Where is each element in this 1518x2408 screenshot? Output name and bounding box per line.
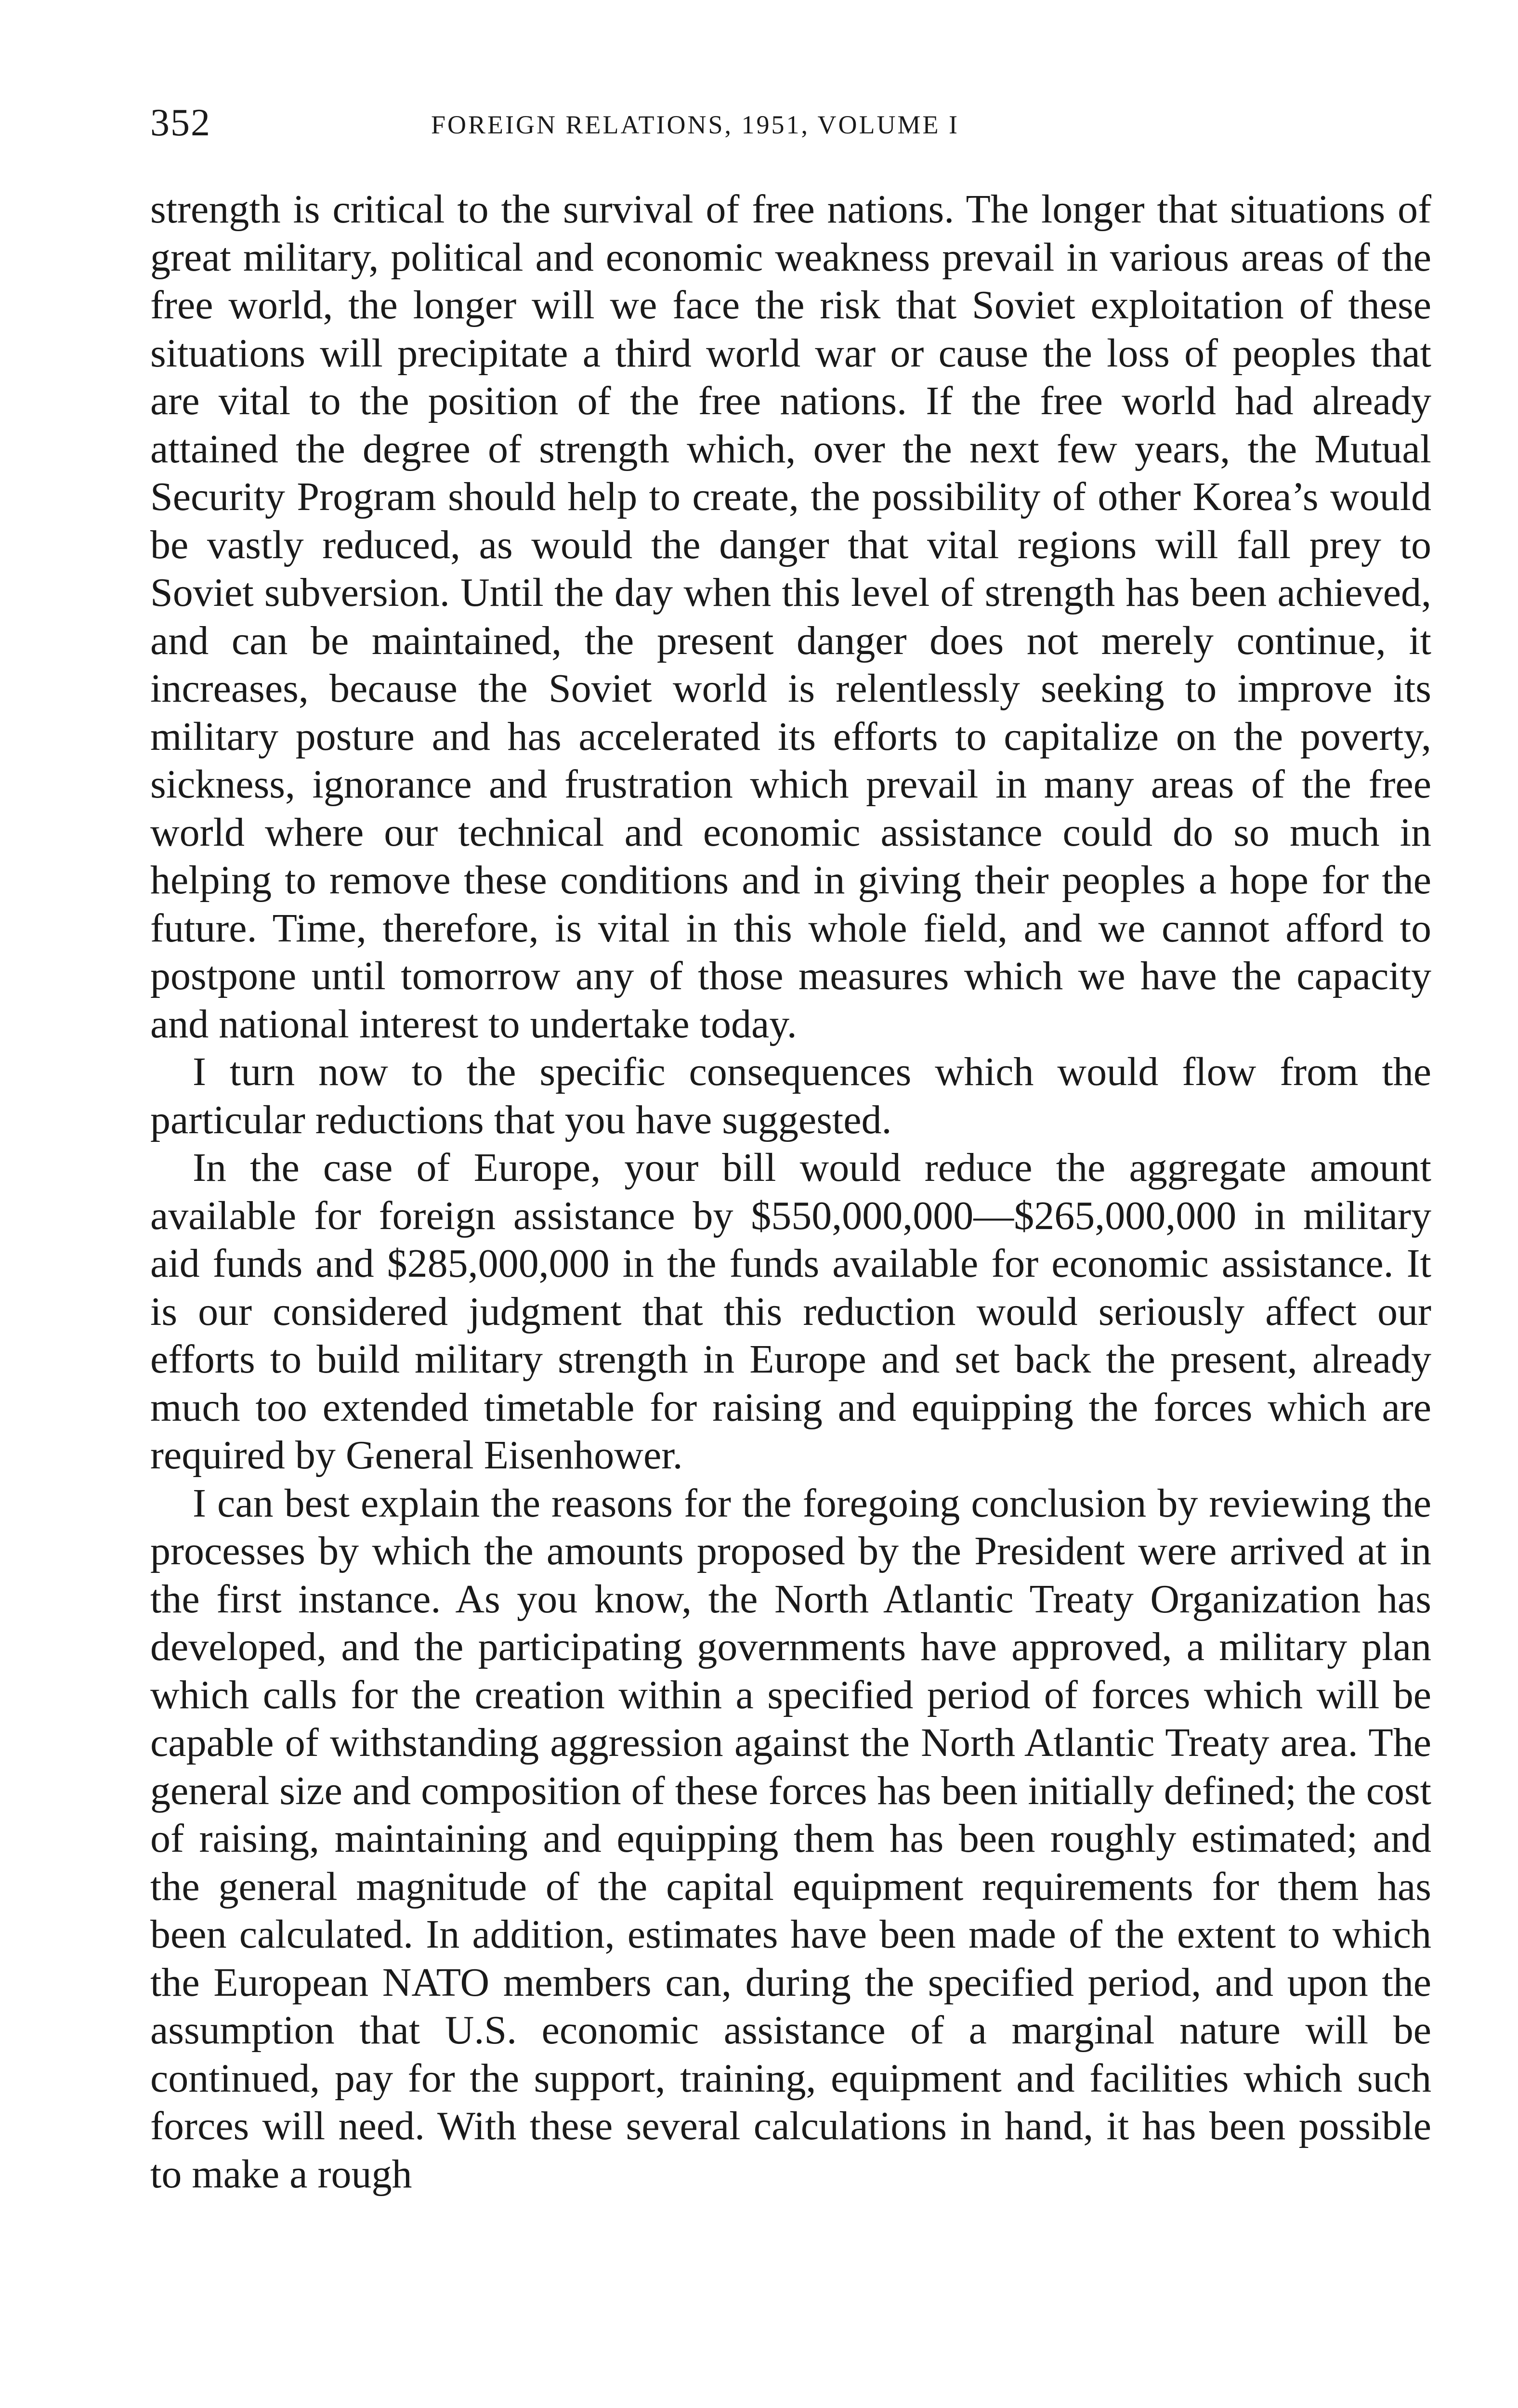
paragraph-europe-reductions: In the case of Europe, your bill would reduce the aggregate amount available for foreign assistance by $550,000,000—$265,000,000 in military aid funds and $285,000,000 in the funds available for economic assistance. It is our considered judgment that this reduction would seriously affect our efforts to build military strength in Europe and set back the present, already much too extended timetable for raising and equipping the forces which are required by General Eisenhower. xyxy=(150,1145,1431,1478)
running-head: FOREIGN RELATIONS, 1951, VOLUME I xyxy=(431,110,959,139)
paragraph-continuation: strength is critical to the survival of free nations. The longer that situations of great military, political and economic weakness prevail in various areas of the free world, the longer will we face the risk that Soviet exploitation of these situations will precipitate a third world war or cause the loss of peoples that are vital to the position of the free nations. If the free world had already attained the degree of strength which, over the next few years, the Mutual Security Program should help to create, the possibility of other Korea’s would be vastly reduced, as would the danger that vital regions will fall prey to Soviet subversion. Until the day when this level of strength has been achieved, and can be maintained, the present danger does not merely continue, it increases, because the Soviet world is relentlessly seeking to improve its military posture and has accelerated its efforts to capitalize on the poverty, sickness, ignorance and frustration which prevail in many areas of the free world where our technical and economic assistance could do so much in helping to remove these conditions and in giving their peoples a hope for the future. Time, therefore, is vital in this whole field, and we cannot afford to postpone until tomorrow any of those measures which we have the capacity and national interest to undertake today. xyxy=(150,187,1431,1047)
paragraph-specific-consequences: I turn now to the specific consequences which would flow from the particular reductions that you have suggested. xyxy=(150,1049,1431,1142)
page-header xyxy=(150,99,1431,157)
body-text xyxy=(150,185,1431,2198)
paragraph-nato-processes: I can best explain the reasons for the foregoing conclusion by reviewing the processes by which the amounts proposed by the President were arrived at in the first instance. As you know, the North Atlantic Treaty Organization has developed, and the participating governments have approved, a military plan which calls for the creation within a specified period of forces which will be capable of withstanding aggression against the North Atlantic Treaty area. The general size and composition of these forces has been initially defined; the cost of raising, maintaining and equipping them has been roughly estimated; and the general magnitude of the capital equipment requirements for them has been calculated. In addition, estimates have been made of the extent to which the European NATO members can, during the specified period, and upon the assumption that U.S. economic assistance of a marginal nature will be continued, pay for the support, training, equipment and facilities which such forces will need. With these several calculations in hand, it has been possible to make a rough xyxy=(150,1480,1431,2197)
page-number: 352 xyxy=(150,102,211,144)
